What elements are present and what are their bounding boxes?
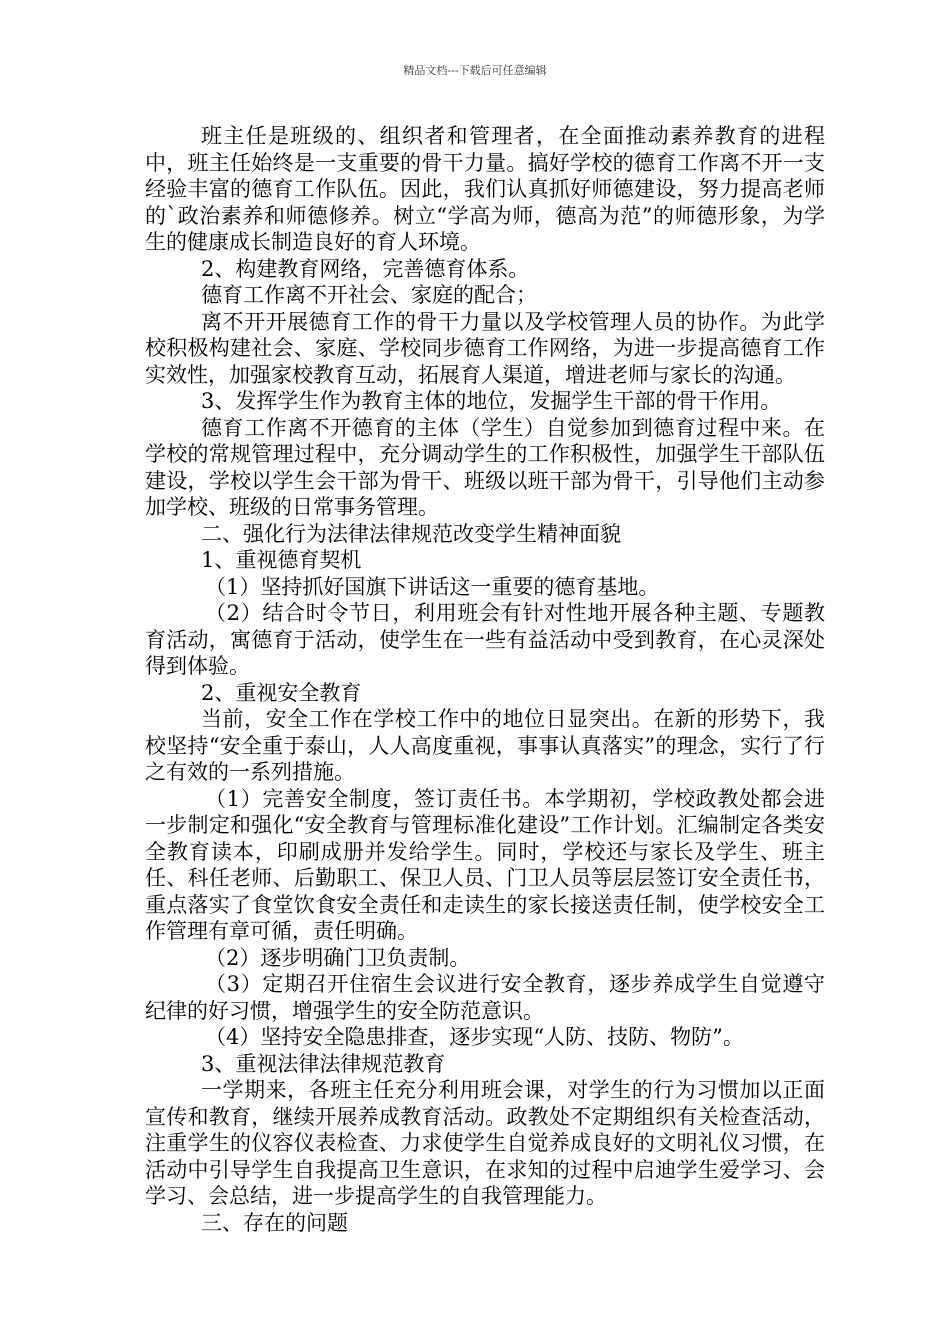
paragraph-student-cadres: 德育工作离不开德育的主体（学生）自觉参加到德育过程中来。在学校的常规管理过程中，充分调动学生的工作积极性，加强学生干部队伍建设，学校以学生会干部为骨干、班级以班干部为骨干，引导他们主动参加学校、班级的日常事务管理。	[145, 415, 825, 519]
list-item-safety-system: （1）完善安全制度，签订责任书。本学期初，学校政教处都会进一步制定和强化“安全教育与管理标准化建设”工作计划。汇编制定各类安全教育读本，印刷成册并发给学生。同时，学校还与家长及学生、班主任、科任老师、后勤职工、保卫人员、门卫人员等层层签订安全责任书，重点落实了食堂饮食安全责任和走读生的家长接送责任制，使学校安全工作管理有章可循，责任明确。	[145, 786, 825, 943]
list-item-festivals: （2）结合时令节日，利用班会有针对性地开展各种主题、专题教育活动，寓德育于活动，使学生在一些有益活动中受到教育，在心灵深处得到体验。	[145, 601, 825, 678]
heading-safety-education: 2、重视安全教育	[201, 680, 362, 705]
heading-student-subject: 3、发挥学生作为教育主体的地位，发掘学生干部的骨干作用。	[201, 389, 782, 413]
list-item-boarding-meeting: （3）定期召开住宿生会议进行安全教育，逐步养成学生自觉遵守纪律的好习惯，增强学生的安全防范意识。	[145, 972, 825, 1023]
paragraph-cooperation: 离不开开展德育工作的骨干力量以及学校管理人员的协作。为此学校积极构建社会、家庭、学校同步德育工作网络，为进一步提高德育工作实效性，加强家校教育互动，拓展育人渠道，增进老师与家长的沟通。	[145, 309, 825, 387]
paragraph-semester-summary: 一学期来，各班主任充分利用班会课，对学生的行为习惯加以正面宣传和教育，继续开展养成教育活动。政教处不定期组织有关检查活动，注重学生的仪容仪表检查、力求使学生自觉养成良好的文明礼仪习惯，在活动中引导学生自我提高卫生意识，在求知的过程中启迪学生爱学习、会学习、会总结，进一步提高学生的自我管理能力。	[145, 1078, 825, 1208]
page-header: 精品文档---下载后可任意编辑	[403, 64, 547, 77]
heading-build-network: 2、构建教育网络，完善德育体系。	[201, 256, 530, 281]
list-item-guard-duty: （2）逐步明确门卫负责制。	[205, 945, 471, 970]
paragraph-society-family: 德育工作离不开社会、家庭的配合；	[201, 283, 537, 307]
document-body	[145, 123, 825, 1236]
heading-law-education: 3、重视法律法律规范教育	[201, 1051, 446, 1076]
paragraph-head-teacher-role: 班主任是班级的、组织者和管理者，在全面推动素养教育的进程中，班主任始终是一支重要的骨干力量。搞好学校的德育工作离不开一支经验丰富的德育工作队伍。因此，我们认真抓好师德建设，努力提高老师的`政治素养和师德修养。树立“学高为师，德高为范”的师德形象，为学生的健康成长制造良好的育人环境。	[145, 124, 825, 254]
section-heading-two: 二、强化行为法律法律规范改变学生精神面貌	[201, 521, 621, 546]
heading-moral-opportunity: 1、重视德育契机	[201, 548, 362, 572]
list-item-flag-speech: （1）坚持抓好国旗下讲话这一重要的德育基地。	[205, 574, 660, 599]
section-heading-three: 三、存在的问题	[201, 1210, 348, 1235]
paragraph-safety-situation: 当前，安全工作在学校工作中的地位日显突出。在新的形势下，我校坚持“安全重于泰山，人人高度重视，事事认真落实”的理念，实行了行之有效的一系列措施。	[145, 707, 825, 784]
list-item-hazard-check: （4）坚持安全隐患排查，逐步实现“人防、技防、物防”。	[205, 1025, 744, 1049]
